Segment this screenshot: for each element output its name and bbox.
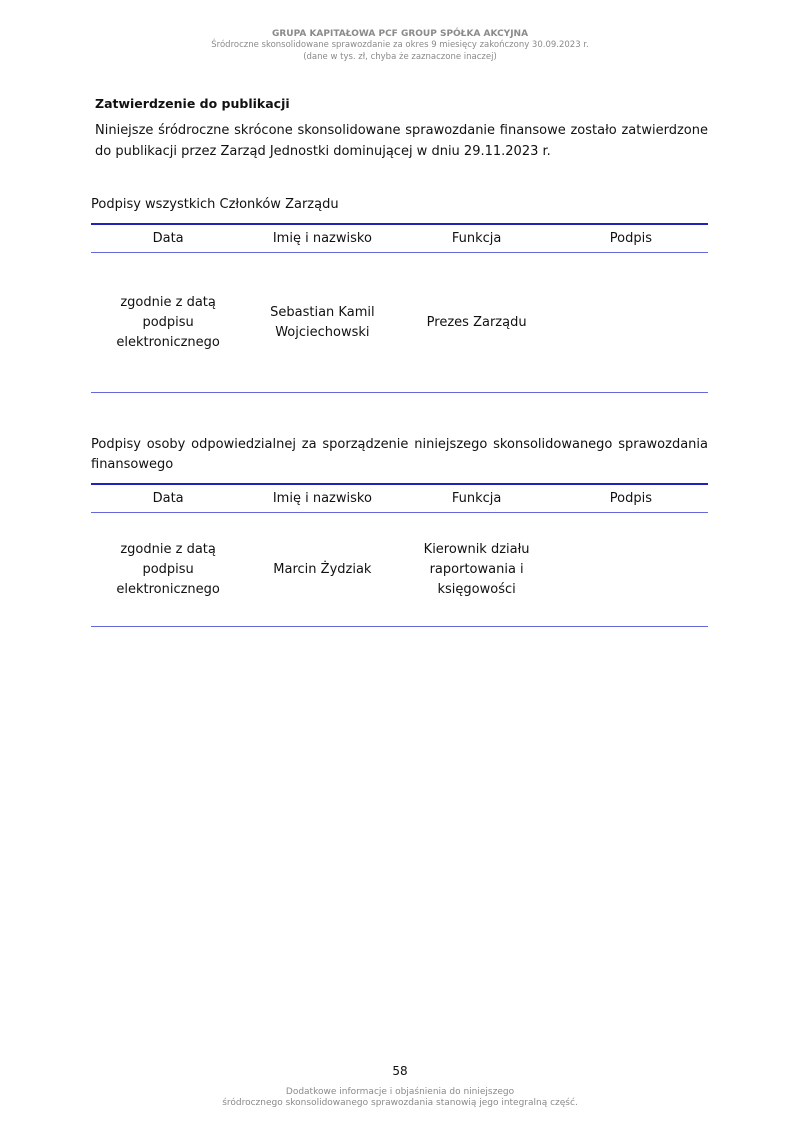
col-date: Data bbox=[91, 484, 245, 513]
board-signatures-table bbox=[91, 223, 708, 393]
cell-date: zgodnie z datą podpisu elektronicznego bbox=[91, 253, 245, 393]
section-title: Zatwierdzenie do publikacji bbox=[95, 96, 290, 111]
cell-signature bbox=[554, 513, 708, 627]
cell-name: Sebastian Kamil Wojciechowski bbox=[245, 253, 399, 393]
col-signature: Podpis bbox=[554, 484, 708, 513]
col-function: Funkcja bbox=[400, 224, 554, 253]
col-function: Funkcja bbox=[400, 484, 554, 513]
cell-function: Prezes Zarządu bbox=[400, 253, 554, 393]
preparer-signatures-table bbox=[91, 483, 708, 627]
cell-signature bbox=[554, 253, 708, 393]
table-header-row bbox=[91, 484, 708, 513]
cell-name: Marcin Żydziak bbox=[245, 513, 399, 627]
page-number: 58 bbox=[392, 1064, 408, 1078]
section-text: Niniejsze śródroczne skrócone skonsolidowane sprawozdanie finansowe zostało zatwierdzone do publikacji przez Zarząd Jednostki dominującej w dniu 29.11.2023 r. bbox=[95, 123, 708, 159]
table2-caption: Podpisy osoby odpowiedzialnej za sporządzenie niniejszego skonsolidowanego sprawozdania finansowego bbox=[91, 437, 708, 472]
footer-line-2: śródrocznego skonsolidowanego sprawozdania stanowią jego integralną część. bbox=[222, 1098, 578, 1108]
cell-function: Kierownik działu raportowania i księgowości bbox=[400, 513, 554, 627]
col-name: Imię i nazwisko bbox=[245, 484, 399, 513]
col-date: Data bbox=[91, 224, 245, 253]
table-header-row bbox=[91, 224, 708, 253]
footer-line-1: Dodatkowe informacje i objaśnienia do niniejszego bbox=[285, 1087, 515, 1097]
header-company: GRUPA KAPITAŁOWA PCF GROUP SPÓŁKA AKCYJNA bbox=[271, 29, 529, 39]
header-note: (dane w tys. zł, chyba że zaznaczone inaczej) bbox=[303, 52, 497, 62]
cell-date: zgodnie z datą podpisu elektronicznego bbox=[91, 513, 245, 627]
table-row bbox=[91, 253, 708, 393]
col-name: Imię i nazwisko bbox=[245, 224, 399, 253]
header-subtitle: Śródroczne skonsolidowane sprawozdanie za okres 9 miesięcy zakończony 30.09.2023 r. bbox=[211, 40, 589, 50]
table1-caption: Podpisy wszystkich Członków Zarządu bbox=[91, 197, 339, 212]
col-signature: Podpis bbox=[554, 224, 708, 253]
table-row bbox=[91, 513, 708, 627]
